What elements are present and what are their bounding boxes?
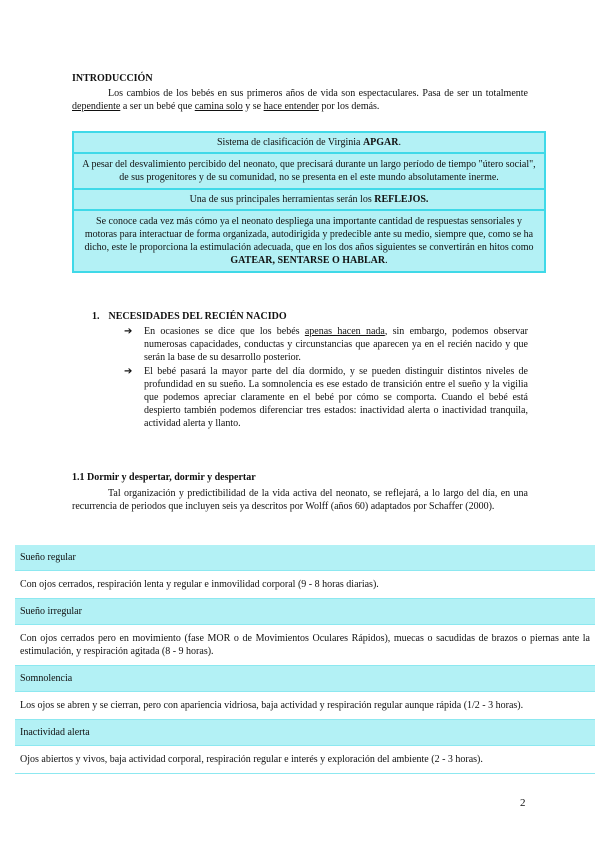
state-description: Ojos abiertos y vivos, baja actividad corporal, respiración regular e interés y exploración del ambiente (2 - 3 horas). (15, 746, 595, 774)
state-name: Sueño regular (15, 545, 595, 571)
state-name: Inactividad alerta (15, 720, 595, 746)
intro-text-part: Los cambios de los bebés en sus primeros años de vida son espectaculares. Pasa de ser un totalmente (108, 88, 528, 99)
intro-text-part: y se (242, 101, 264, 112)
section-title: NECESIDADES DEL RECIÉN NACIDO (108, 311, 287, 322)
arrow-icon: ➔ (124, 326, 133, 337)
subsection-heading: 1.1 Dormir y despertar, dormir y despertar (72, 472, 256, 483)
state-name: Somnolencia (15, 666, 595, 692)
subsection-paragraph: Tal organización y predictibilidad de la vida activa del neonato, se reflejará, a lo largo del día, en una recurrencia de periodos que incluyen seis ya descritos por Wolff (años 60) adaptados por Schaffer (2000). (72, 488, 528, 512)
underlined-term: dependiente (72, 101, 121, 112)
milestones-row: Se conoce cada vez más cómo ya el neonato despliega una importante cantidad de respuestas sensoriales y motoras para interactuar de forma organizada, autodirigida y predecible ante su medio, siempre que, como se ha dicho, este le proporciona la estimulación adecuada, que en los dos años siguientes se convertirán en hitos como GATEAR, SENTARSE O HABLAR. (73, 210, 545, 272)
bullet-list (124, 325, 528, 431)
list-item: ➔ En ocasiones se dice que los bebés apenas hacen nada, sin embargo, podemos observar numerosas capacidades, conductas y circunstancias que aparecen ya en el recién nacido y que serán la base de su desarrollo posterior. (124, 326, 528, 363)
section-heading (92, 310, 287, 323)
page-number: 2 (520, 797, 526, 809)
sleep-states-table (15, 545, 595, 774)
apgar-row: Sistema de clasificación de Virginia APGAR. (73, 132, 545, 153)
highlight-box-table (72, 131, 546, 273)
neonate-row: A pesar del desvalimiento percibido del neonato, que precisará durante un largo período de tiempo "útero social", de sus progenitores y de su comunidad, no se presenta en el este mundo absolutamente inerme. (73, 153, 545, 189)
arrow-icon: ➔ (124, 366, 133, 377)
reflexes-row: Una de sus principales herramientas serán los REFLEJOS. (73, 189, 545, 210)
state-description: Con ojos cerrados pero en movimiento (fase MOR o de Movimientos Oculares Rápidos), muecas o sacudidas de brazos o piernas ante la estimulación, y respiración agitada (8 - 9 horas). (15, 625, 595, 666)
intro-paragraph (72, 87, 528, 113)
underlined-term: camina solo (194, 101, 243, 112)
section-number: 1. (92, 311, 100, 322)
intro-heading: INTRODUCCIÓN (72, 73, 153, 84)
list-item: ➔ El bebé pasará la mayor parte del día dormido, y se pueden distinguir distintos niveles de profundidad en su sueño. La somnolencia es ese estado de transición entre el sueño y la vigilia que podemos apreciar claramente en el bebé por cómo se comporta. Cuando el bebé está despierto también podemos diferenciar tres estados: inactividad alerta o inactividad tranquila, actividad alerta y llanto. (124, 366, 528, 429)
state-name: Sueño irregular (15, 599, 595, 625)
intro-text-part: a ser un bebé que (120, 101, 195, 112)
underlined-term: hace entender (263, 101, 319, 112)
state-description: Con ojos cerrados, respiración lenta y regular e inmovilidad corporal (9 - 8 horas diarias). (15, 571, 595, 599)
intro-text-part: por los demás. (318, 101, 380, 112)
state-description: Los ojos se abren y se cierran, pero con apariencia vidriosa, baja actividad y respiración regular aunque rápida (1/2 - 3 horas). (15, 692, 595, 720)
